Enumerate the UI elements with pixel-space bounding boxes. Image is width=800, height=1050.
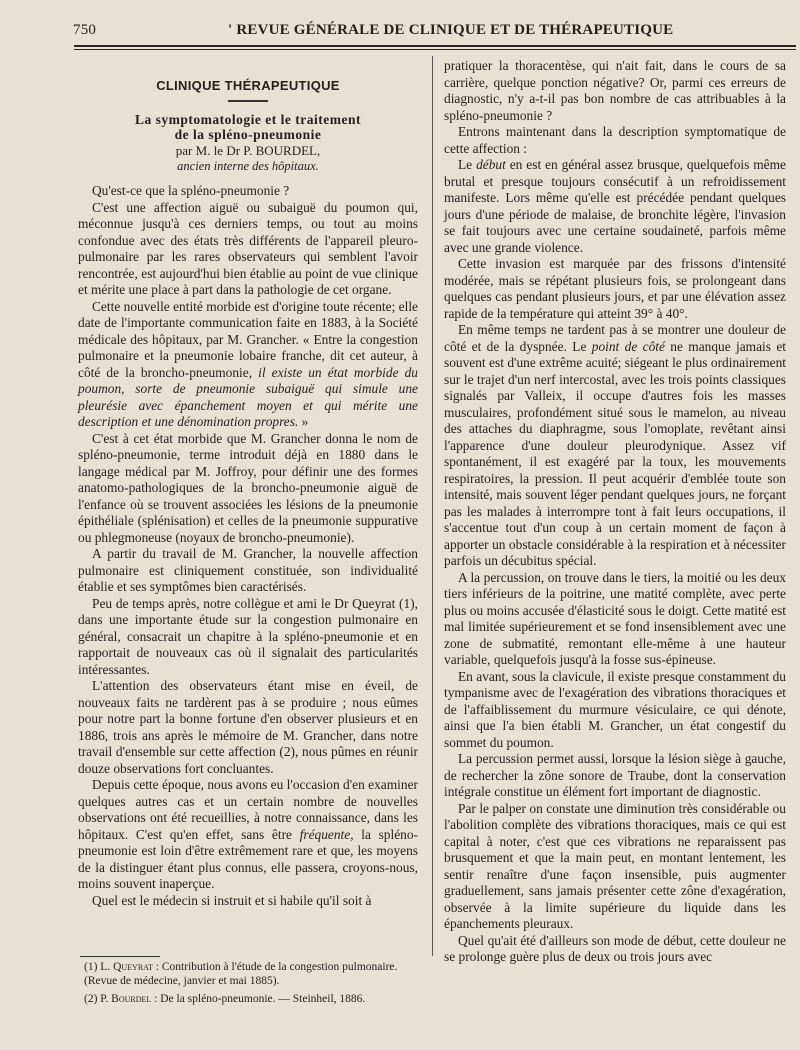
right-body-text [444, 58, 786, 966]
section-label: CLINIQUE THÉRAPEUTIQUE [156, 78, 340, 93]
footnote-author: P. Bourdel [100, 993, 152, 1005]
footnote [84, 960, 414, 988]
paragraph-text: En même temps ne tardent pas à se montrer une douleur de côté et de la dyspnée. Le [444, 322, 786, 354]
paragraph-text: Le [458, 157, 477, 172]
footnote-text: : Contribution à l'étude de la congestion pulmonaire. (Revue de médecine, janvier et mai 1885). [84, 961, 398, 987]
paragraph-text: Depuis cette époque, nous avons eu l'occasion d'en examiner quelques autres cas et un certain nombre de nouvelles observations ont été recueillies, à notre connaissance, dans les hôpitaux. C'est qu'en effet, sans être [78, 777, 418, 842]
header-rule [74, 45, 796, 47]
paragraph: A partir du travail de M. Grancher, la nouvelle affection pulmonaire est cliniquement constituée, son individualité établie et ses symptômes bien caractérisés. [78, 546, 418, 594]
paragraph: pratiquer la thoracentèse, qui n'ait fait, dans le cours de sa carrière, quelque ponction négative? Or, parmi ces erreurs de diagnostic, n'y a-t-il pas bon nombre de cas attribuables à la spléno-pneumonie ? [444, 58, 786, 123]
paragraph: Entrons maintenant dans la description symptomatique de cette affection : [444, 124, 786, 156]
byline: par M. le Dr P. BOURDEL, [175, 143, 321, 158]
right-column [444, 58, 786, 966]
paragraph: Qu'est-ce que la spléno-pneumonie ? [92, 183, 290, 198]
paragraph: A la percussion, on trouve dans le tiers, la moitié ou les deux tiers inférieurs de la poitrine, une matité complète, avec perte plus ou moins accusée d'élasticité sous le doigt. Cette matité est mal limitée supérieurement et se fond insensiblement avec une zone de submatité, remontant elle-même à une hauteur variable, quelquefois jusqu'à la fosse sus-épineuse. [444, 569, 786, 667]
footnotes [84, 960, 414, 1010]
paragraph-text: ne manque jamais et souvent est d'une extrême acuité; siégeant le plus ordinairement sur le trajet d'un nerf intercostal, avec les trois points classiques signalés par Valleix, il occupe d'autres fois les masses musculaires, profondément situé sous le mamelon, au niveau des attaches du diaphragme, sous l'omoplate, revêtant ainsi l'apparence d'une douleur pleurodynique. Assez vif spontanément, il est exagéré par la toux, les mouvements respiratoires, la pression. Il peut acquérir d'emblée toute son intensité, mais souvent léger pendant quelques jours, ne forçant pas les malades à interrompre tont à fait leurs occupations, il s'accentue tout d'un coup à un certain moment de façon à apporter un obstacle considérable à la respiration et à nécessiter parfois un décubitus spécial. [444, 338, 786, 568]
footnote-author: L. Queyrat [100, 961, 153, 973]
paragraph: L'attention des observateurs étant mise en éveil, de nouveaux faits ne tardèrent pas à se produire ; nous eûmes pour notre part la bonne fortune d'en observer plusieurs et en 1886, trois ans après le mémoire de M. Grancher, dans notre travail d'ensemble sur cette affection (2), nous pûmes en réunir douze observations fort concluantes. [78, 678, 418, 776]
footnote-rule [80, 956, 160, 957]
column-divider [432, 56, 433, 956]
paragraph: Peu de temps après, notre collègue et ami le Dr Queyrat (1), dans une importante étude sur la congestion pulmonaire en général, consacrait un chapitre à la spléno-pneumonie et en rapportait de nouveaux cas où il signalait des particularités intéressantes. [78, 595, 418, 677]
paragraph-text: , la spléno-pneumonie est loin d'être extrêmement rare et que, les moyens de la distinguer étant plus connus, elle passera, croyons-nous, moins souvent inaperçue. [78, 826, 418, 891]
emphasized-text: fréquente [299, 826, 351, 842]
left-column [78, 76, 418, 909]
paragraph: Cette invasion est marquée par des frissons d'intensité modérée, mais se répétant plusieurs fois, se prolongeant dans quelques cas pendant plusieurs jours, et par une élévation assez rapide de la température qui atteint 39° à 40°. [444, 256, 786, 321]
paragraph [444, 157, 786, 256]
paragraph: En avant, sous la clavicule, il existe presque constamment du tympanisme avec de l'exagération des vibrations thoraciques et de l'affaiblissement du murmure vésiculaire, ce qui dénote, ainsi que l'a bien établi M. Grancher, un état congestif du sommet du poumon. [444, 668, 786, 750]
paragraph [78, 777, 418, 893]
emphasized-text: début [476, 157, 506, 172]
paragraph: C'est une affection aiguë ou subaiguë du poumon qui, méconnue jusqu'à ces derniers temps, ou tout au moins confondue avec des états très différents de l'appareil pleuro-pulmonaire par les rares observateurs qui semblent l'avoir rencontrée, est aujourd'hui bien établie au point de vue clinique et mérite une place à part dans la pathologie de cet organe. [78, 199, 418, 297]
paragraph-text: » [298, 414, 309, 429]
footnote [84, 992, 414, 1006]
author-affiliation: ancien interne des hôpitaux. [177, 159, 319, 173]
article-title-line-2: de la spléno-pneumonie [174, 127, 322, 142]
paragraph: C'est à cet état morbide que M. Grancher donna le nom de spléno-pneumonie, terme introduit déjà en 1880 dans le langage médical par M. Joffroy, pour définir une des formes anatomo-pathologiques de la broncho-pneumonie aiguë de l'enfance où se trouvent associées les lésions de la pneumonie épithéliale (splénisation) et celles de la pneumonie suppurative ou phlegmoneuse (noyaux de broncho-pneumonie). [78, 430, 418, 545]
article-title [78, 112, 418, 142]
footnote-marker: (2) [84, 993, 101, 1005]
paragraph: Quel qu'ait été d'ailleurs son mode de début, cette douleur ne se prolonge guère plus de deux ou trois jours avec [444, 932, 786, 964]
paragraph: Par le palper on constate une diminution très considérable ou l'abolition complète des vibrations thoraciques, mais ce qui est capital à noter, c'est que ces vibrations ne reparaissent pas brusquement et que la main peut, en montant lentement, les sentir renaître d'une façon insensible, puis augmenter graduellement, sans jamais présenter cette zône d'exagération, observée à la limite supérieure du liquide dans les épanchements pleuraux. [444, 800, 786, 931]
article-title-line-1: La symptomatologie et le traitement [135, 112, 361, 127]
paragraph-text: en est en général assez brusque, quelquefois même brutal et presque toujours consécutif à un refroidissement manifeste. Lors même qu'elle est précédée pendant quelques jours d'une période de malaise, de bronchite légère, l'invasion se fait toujours avec une certaine soudaineté, parfois même avec une grande violence. [444, 157, 786, 255]
emphasized-text: point de côté [591, 338, 665, 354]
header-rule-thin [74, 49, 796, 50]
journal-title: ' REVUE GÉNÉRALE DE CLINIQUE ET DE THÉRAPEUTIQUE [228, 22, 674, 38]
footnote-marker: (1) [84, 961, 101, 973]
running-head [70, 20, 790, 42]
paragraph: La percussion permet aussi, lorsque la lésion siège à gauche, de rechercher la zône sonore de Traube, dont la conservation intégrale constitue un élément fort important de diagnostic. [444, 751, 786, 799]
paragraph [78, 299, 418, 431]
paragraph: Quel est le médecin si instruit et si habile qu'il soit à [92, 892, 372, 908]
emphasized-text: il existe un état morbide du poumon, sorte de pneumonie subaiguë qui simule une pleurésie avec épanchement moyen et qui mérite une description et une dénomination propres. [78, 364, 418, 429]
paragraph-text: Cette nouvelle entité morbide est d'origine toute récente; elle date de l'importante communication faite en 1883, à la Société médicale des hôpitaux, par M. Grancher. « Entre la congestion pulmonaire et la pneumonie lobaire franche, dit cet auteur, à côté de la broncho-pneumonie, [78, 298, 418, 380]
left-body-text [78, 183, 418, 909]
paragraph [444, 322, 786, 570]
footnote-text: : De la spléno-pneumonie. — Steinheil, 1886. [151, 993, 366, 1005]
page-number: 750 [73, 22, 97, 38]
